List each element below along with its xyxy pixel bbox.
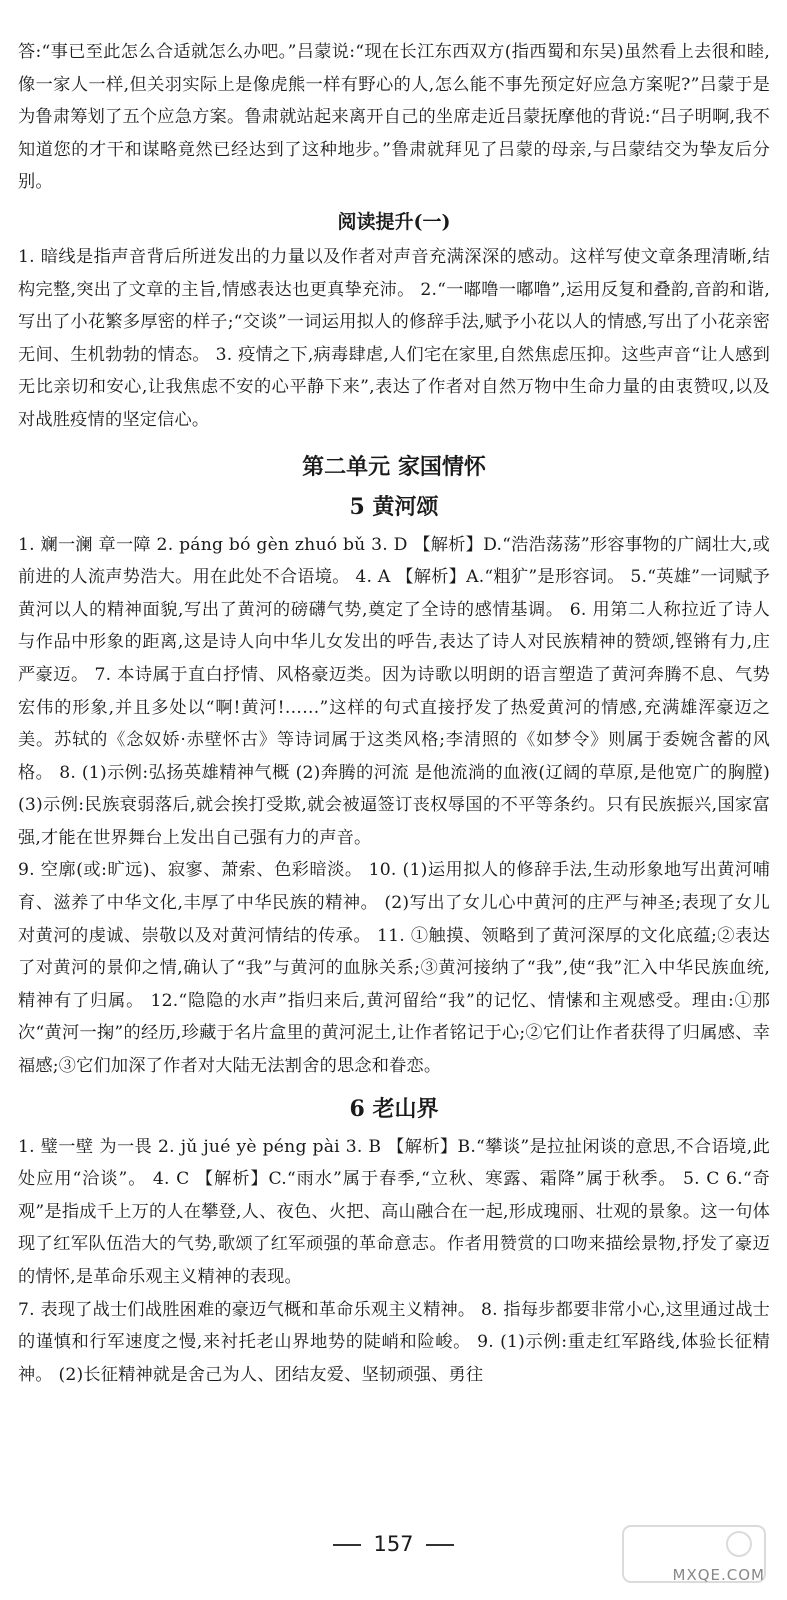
page-number-right-dash [426,1544,454,1546]
lesson6-answers-reading: 7. 表现了战士们战胜困难的豪迈气概和革命乐观主义精神。 8. 指每步都要非常小心,这里通过战士的谨慎和行军速度之慢,来衬托老山界地势的陡峭和险峻。 9. (1)示例:重走红军路线,体验长征精神。 (2)长征精神就是舍己为人、团结友爱、坚韧顽强、勇往 [18,1299,770,1385]
intro-paragraph: 答:“事已至此怎么合适就怎么办吧。”吕蒙说:“现在长江东西双方(指西蜀和东吴)虽然看上去很和睦,像一家人一样,但关羽实际上是像虎熊一样有野心的人,怎么能不事先预定好应急方案呢?”吕蒙于是为鲁肃筹划了五个应急方案。鲁肃就站起来离开自己的坐席走近吕蒙抚摩他的背说:“吕子明啊,我不知道您的才干和谋略竟然已经达到了这种地步。”鲁肃就拜见了吕蒙的母亲,与吕蒙结交为挚友后分别。 [18,42,770,193]
page-number-value: 157 [373,1532,414,1556]
answer-page [18,36,770,1391]
reading-answers: 1. 暗线是指声音背后所迸发出的力量以及作者对声音充满深深的感动。这样写使文章条理清晰,结构完整,突出了文章的主旨,情感表达也更真挚充沛。 2.“一嘟噜一嘟噜”,运用反复和叠韵,音韵和谐,写出了小花繁多厚密的样子;“交谈”一词运用拟人的修辞手法,赋予小花以人的情感,写出了小花亲密无间、生机勃勃的情态。 3. 疫情之下,病毒肆虐,人们宅在家里,自然焦虑压抑。这些声音“让人感到无比亲切和安心,让我焦虑不安的心平静下来”,表达了作者对自然万物中生命力量的由衷赞叹,以及对战胜疫情的坚定信心。 [18,246,770,430]
lesson6-answers: 1. 璧一壁 为一畏 2. jǔ jué yè péng pài 3. B 【解析】B.“攀谈”是拉扯闲谈的意思,不合语境,此处应用“洽谈”。 4. C 【解析】C.“雨水”属于春季,“立秋、寒露、霜降”属于秋季。 5. C 6.“奇观”是指成千上万的人在攀登,人、夜色、火把、高山融合在一起,形成瑰丽、壮观的景象。这一句体现了红军队伍浩大的气势,歌颂了红军顽强的革命意志。作者用赞赏的口吻来描绘景物,抒发了豪迈的情怀,是革命乐观主义精神的表现。 [18,1136,770,1287]
reading-section-title: 阅读提升(一) [337,210,451,233]
lesson5-answers-reading: 9. 空廓(或:旷远)、寂寥、萧索、色彩暗淡。 10. (1)运用拟人的修辞手法,生动形象地写出黄河哺育、滋养了中华文化,丰厚了中华民族的精神。 (2)写出了女儿心中黄河的庄严与神圣;表现了女儿对黄河的虔诚、崇敬以及对黄河情结的传承。 11. ①触摸、领略到了黄河深厚的文化底蕴;②表达了对黄河的景仰之情,确认了“我”与黄河的血脉关系;③黄河接纳了“我”,使“我”汇入中华民族血统,精神有了归属。 12.“隐隐的水声”指归来后,黄河留给“我”的记忆、情愫和主观感受。理由:①那次“黄河一掬”的经历,珍藏于名片盒里的黄河泥土,让作者铭记于心;②它们让作者获得了归属感、幸福感;③它们加深了作者对大陆无法割舍的思念和眷恋。 [18,860,770,1077]
page-number-left-dash [333,1544,361,1546]
lesson5-answers: 1. 斓一澜 章一障 2. páng bó gèn zhuó bǔ 3. D 【解析】D.“浩浩荡荡”形容事物的广阔壮大,或前进的人流声势浩大。用在此处不合语境。 4. A 【解析】A.“粗犷”是形容词。 5.“英雄”一词赋予黄河以人的精神面貌,写出了黄河的磅礴气势,奠定了全诗的感情基调。 6. 用第二人称拉近了诗人与作品中形象的距离,这是诗人向中华儿女发出的呼告,表达了诗人对民族精神的赞颂,铿锵有力,庄严豪迈。 7. 本诗属于直白抒情、风格豪迈类。因为诗歌以明朗的语言塑造了黄河奔腾不息、气势宏伟的形象,并且多处以“啊!黄河!……”这样的句式直接抒发了热爱黄河的情感,充满雄浑豪迈之美。苏轼的《念奴娇·赤壁怀古》等诗词属于这类风格;李清照的《如梦令》则属于委婉含蓄的风格。 8. (1)示例:弘扬英雄精神气概 (2)奔腾的河流 是他流淌的血液(辽阔的草原,是他宽广的胸膛) (3)示例:民族衰弱落后,就会挨打受欺,就会被逼签订丧权辱国的不平等条约。只有民族振兴,国家富强,才能在世界舞台上发出自己强有力的声音。 [18,534,770,848]
unit-title: 第二单元 家国情怀 [302,453,486,480]
lesson5-title: 5 黄河颂 [349,493,439,520]
watermark-text: MXQE.COM [672,1566,765,1584]
lesson6-title: 6 老山界 [349,1095,439,1122]
